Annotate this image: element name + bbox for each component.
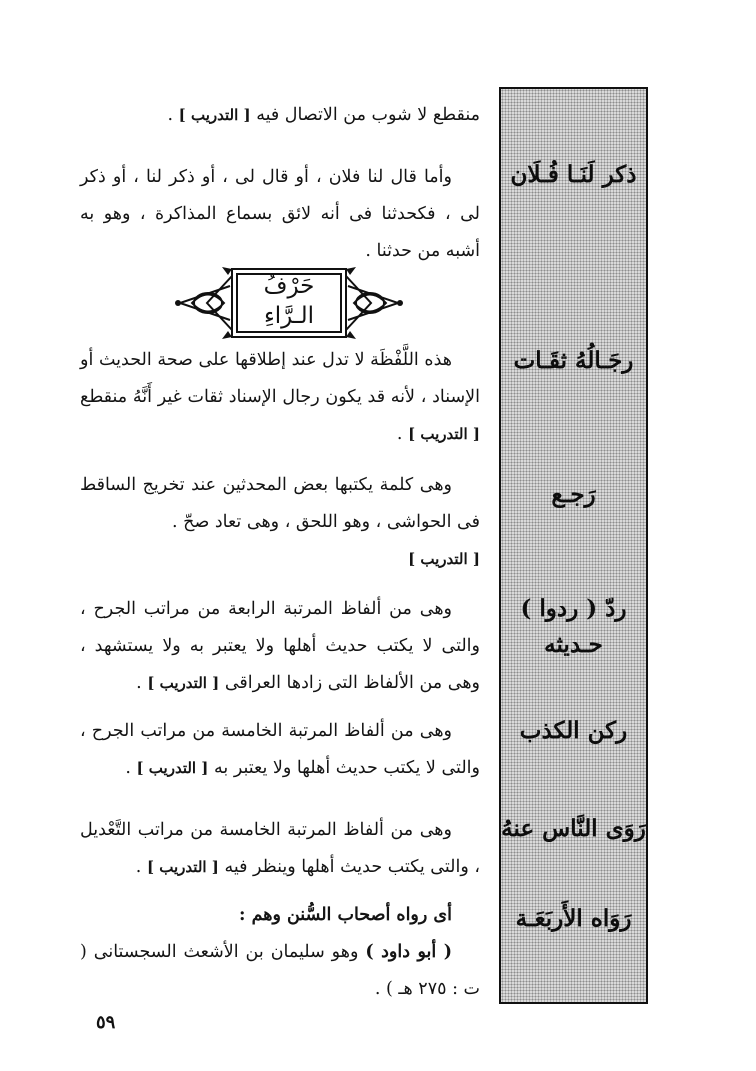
entry-text: وأما قال لنا فلان ، أو قال لى ، أو ذكر لنا ، أو ذكر لى ، فكحدثنا فى أنه لائق بسماع المذاكرة ، وهو به أشبه من حدثنا . [80, 167, 480, 261]
entry-text: هذه اللَّفْظَة لا تدل عند إطلاقها على صحة الحديث أو الإسناد ، لأنه قد يكون رجال الإسناد ثقات غير أَنَّهُ منقطع [80, 350, 480, 407]
term-radd-hadithahu [501, 591, 646, 662]
entry-continuation [80, 97, 480, 134]
author-name: ( أبو داود ) [365, 942, 452, 962]
entry-radd [80, 591, 480, 702]
source-tag: [ التدريب ] [408, 550, 480, 568]
source-tag: [ التدريب ] [136, 759, 209, 777]
entry-heading: أى رواه أصحاب السُّنن وهم : [239, 905, 452, 925]
entry-tail: . [167, 105, 174, 125]
term-radd-line1: ردّ ( ردوا ) [520, 595, 627, 622]
terms-sidebar [499, 87, 648, 1004]
source-tag: [ التدريب ] [178, 106, 251, 124]
term-rukn-al-kadhib: ركن الكذب [519, 717, 628, 744]
entry-text: وهى كلمة يكتبها بعض المحدثين عند تخريج الساقط فى الحواشى ، وهو اللحق ، وهى تعاد صحّ . [80, 475, 480, 532]
term-rawa-an-nas-anhu: رَوَى النَّاس عنهُ [501, 815, 646, 842]
entry-raja [80, 467, 480, 578]
entry-rawahu-al-arbaa [80, 897, 480, 1008]
section-title-line2: الـرَّاءِ [263, 303, 315, 329]
term-raja: رَجـع [551, 481, 596, 508]
entry-tail: . [136, 673, 142, 693]
entry-rukn-al-kadhib [80, 713, 480, 787]
source-tag: [ التدريب ] [147, 674, 220, 692]
entry-rijaluhu-thiqat [80, 342, 480, 453]
page-number: ٥٩ [96, 1012, 116, 1033]
entry-text: وهى من ألفاظ المرتبة الخامسة من مراتب الجرح ، والتى لا يكتب حديث أهلها ولا يعتبر به [80, 721, 480, 778]
source-tag: [ التدريب ] [146, 858, 219, 876]
section-title [236, 271, 342, 331]
entry-tail: . [396, 424, 403, 444]
term-dhakara-lana-fulan: ذكر لَنَـا فُـلَان [510, 161, 637, 188]
entry-dhakara-lana [80, 159, 480, 270]
term-radd-line2: حـديثه [544, 630, 603, 658]
entry-tail: . [135, 857, 142, 877]
entry-tail: . [125, 758, 131, 778]
section-title-line1: حَرْفُ [263, 273, 315, 299]
source-tag: [ التدريب ] [408, 425, 480, 443]
term-rijaluhu-thiqat: رجَـالُهُ ثقَـات [513, 347, 634, 374]
entry-rawa-an-nas [80, 812, 480, 886]
entry-text: منقطع لا شوب من الاتصال فيه [256, 105, 480, 125]
entry-text: وهو سليمان بن الأشعث السجستانى ( ت : ٢٧٥ هـ ) . [80, 942, 480, 999]
entry-text: وهى من ألفاظ المرتبة الرابعة من مراتب الجرح ، والتى لا يكتب حديث أهلها ولا يعتبر به ولا يستشهد ، وهى من الألفاظ التى زادها العراقى [80, 599, 480, 693]
entry-text: وهى من ألفاظ المرتبة الخامسة من مراتب التَّعْديل ، والتى يكتب حديث أهلها وينظر فيه [80, 820, 480, 877]
term-rawahu-al-arbaa: رَوَاه الأَربَعَـة [515, 905, 632, 932]
